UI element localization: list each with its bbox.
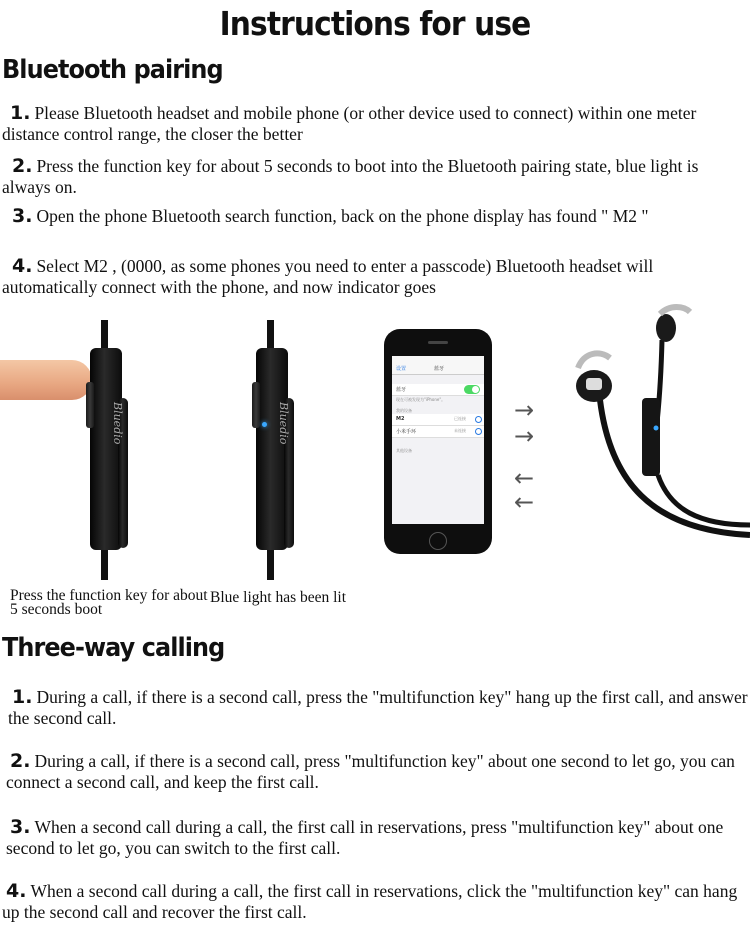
step-text: When a second call during a call, the first call in reservations, click the "multifunction key" can hang up the second call and recover the first call.	[2, 881, 738, 922]
cable	[600, 400, 750, 535]
step-number: 4.	[12, 255, 33, 277]
function-key	[86, 382, 94, 428]
device-status: 未连接	[454, 428, 466, 433]
step-text: During a call, if there is a second call, press the "multifunction key" hang up the first call, and answer the second call.	[8, 687, 748, 728]
arrow-right-icon: →	[514, 422, 535, 450]
calling-step-3	[6, 817, 746, 859]
other-devices-section: 其他设备	[396, 448, 412, 453]
arrow-left-icon: ←	[514, 464, 535, 492]
phone-screen	[392, 356, 484, 524]
three-way-calling-heading: Three-way calling	[2, 633, 225, 663]
nav-title: 蓝牙	[434, 366, 445, 372]
headset-illustration	[570, 300, 750, 580]
nav-back: 设置	[396, 366, 407, 372]
headset-light-illustration	[240, 320, 310, 580]
right-ear-hook	[660, 307, 690, 314]
device-name: 小米手环	[396, 429, 417, 435]
step-number: 3.	[10, 816, 31, 838]
step-number: 2.	[10, 750, 31, 772]
step-text: Press the function key for about 5 seconds to boot into the Bluetooth pairing state, blue light is always on.	[2, 156, 699, 197]
page-title: Instructions for use	[219, 4, 531, 43]
calling-step-4	[2, 881, 742, 923]
function-key	[252, 382, 260, 428]
remote-control	[642, 398, 660, 476]
info-icon	[475, 428, 482, 435]
brand-logo: Bluedio	[111, 402, 124, 445]
bluetooth-pairing-heading: Bluetooth pairing	[2, 55, 223, 85]
pairing-step-1	[2, 103, 747, 145]
phone-illustration	[384, 329, 492, 554]
step-text: Open the phone Bluetooth search function, back on the phone display has found " M2 "	[36, 206, 649, 226]
device-row-m2	[392, 414, 484, 426]
step-number: 1.	[12, 686, 33, 708]
bluetooth-toggle-row	[392, 384, 484, 396]
arrow-left-icon: ←	[514, 488, 535, 516]
step-number: 1.	[10, 102, 31, 124]
finger	[0, 360, 92, 400]
device-row-other	[392, 426, 484, 438]
info-icon	[475, 416, 482, 423]
arrow-right-icon: →	[514, 396, 535, 424]
left-ear-hook	[578, 353, 610, 368]
step-text: During a call, if there is a second call, press "multifunction key" about one second to let go, you can connect a second call, and keep the first call.	[6, 751, 735, 792]
step-number: 4.	[6, 880, 27, 902]
right-earbud	[656, 314, 676, 342]
brand-logo: Bluedio	[277, 402, 290, 445]
step-number: 3.	[12, 205, 33, 227]
calling-step-2	[6, 751, 746, 793]
blue-indicator-light	[654, 426, 659, 431]
home-button	[429, 532, 447, 550]
pairing-step-2	[2, 156, 747, 198]
step-text: Please Bluetooth headset and mobile phone (or other device used to connect) within one meter distance control range, the closer the better	[2, 103, 697, 144]
step-text: When a second call during a call, the first call in reservations, press "multifunction key" about one second to let go, you can switch to the first call.	[6, 817, 724, 858]
caption-lit: Blue light has been lit	[210, 589, 347, 606]
calling-step-1	[8, 687, 748, 729]
nav-bar	[392, 362, 484, 375]
device-name: M2	[396, 416, 405, 422]
left-earbud-logo	[586, 378, 602, 390]
headset-boot-illustration	[0, 320, 150, 580]
caption-boot: Press the function key for about 5 seconds boot	[10, 587, 208, 618]
bluetooth-toggle	[464, 385, 480, 394]
step-number: 2.	[12, 155, 33, 177]
pairing-step-3	[2, 206, 702, 227]
discoverable-note: 现在可被发现为"iPhone"。	[396, 397, 446, 402]
my-devices-section: 我的设备	[396, 408, 412, 413]
pairing-step-4	[2, 256, 747, 298]
device-status: 已连接	[454, 416, 466, 421]
blue-indicator-light	[262, 422, 267, 427]
step-text: Select M2 , (0000, as some phones you need to enter a passcode) Bluetooth headset will automatically connect with the phone, and now indicator goes	[2, 256, 654, 297]
phone-speaker	[428, 341, 448, 344]
bluetooth-label: 蓝牙	[396, 387, 407, 393]
